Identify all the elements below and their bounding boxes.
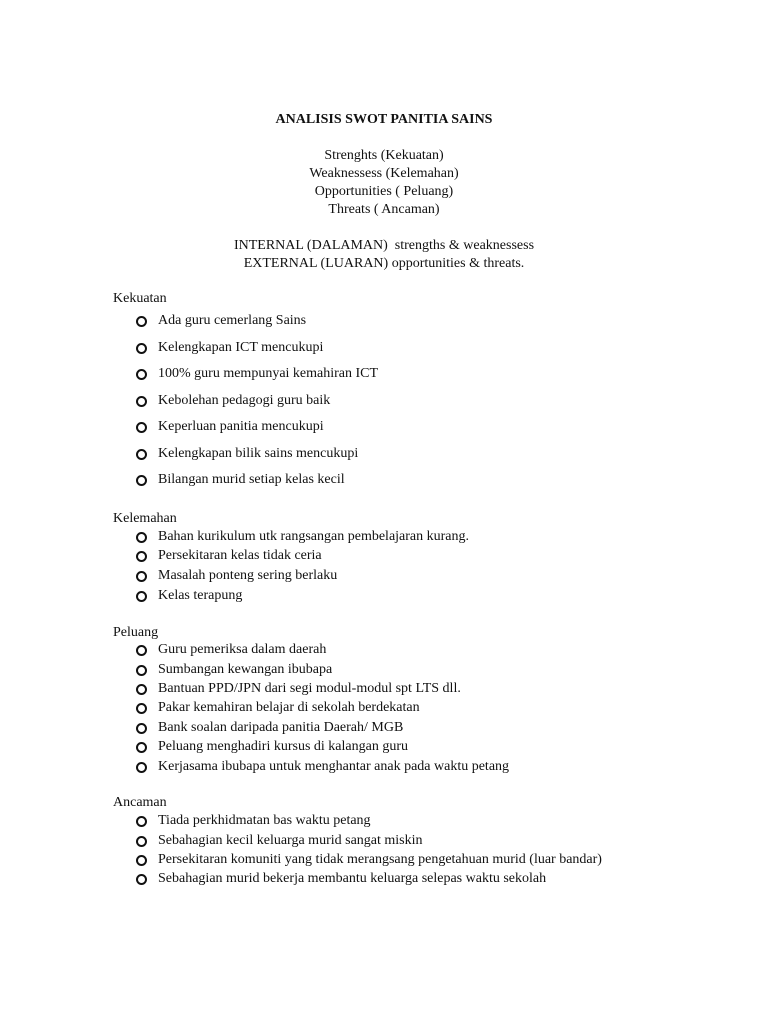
scope-external: EXTERNAL (LUARAN) opportunities & threats.	[243, 256, 525, 271]
bullet-circle-icon	[136, 449, 147, 460]
bullet-circle-icon	[136, 645, 147, 656]
bullet-circle-icon	[136, 369, 147, 380]
bullet-circle-icon	[136, 874, 147, 885]
document-title: ANALISIS SWOT PANITIA SAINS	[275, 112, 493, 127]
list-item-text: Ada guru cemerlang Sains	[158, 313, 307, 328]
list-item-text: Sebahagian kecil keluarga murid sangat miskin	[158, 833, 423, 848]
list-item-text: Kelengkapan bilik sains mencukupi	[158, 446, 359, 461]
list-item-text: Masalah ponteng sering berlaku	[158, 568, 338, 583]
list-item-text: Bilangan murid setiap kelas kecil	[158, 472, 345, 487]
list-item-text: Kelas terapung	[158, 588, 243, 603]
bullet-circle-icon	[136, 316, 147, 327]
bullet-circle-icon	[136, 723, 147, 734]
legend-weaknesses: Weaknessess (Kelemahan)	[309, 166, 459, 181]
legend-strengths: Strenghts (Kekuatan)	[324, 148, 444, 163]
list-item-text: Bank soalan daripada panitia Daerah/ MGB	[158, 720, 404, 735]
bullet-circle-icon	[136, 836, 147, 847]
bullet-circle-icon	[136, 396, 147, 407]
bullet-circle-icon	[136, 665, 147, 676]
list-item-text: Tiada perkhidmatan bas waktu petang	[158, 813, 371, 828]
bullet-circle-icon	[136, 684, 147, 695]
section-heading-kelemahan: Kelemahan	[113, 511, 177, 526]
list-item-text: Bahan kurikulum utk rangsangan pembelajaran kurang.	[158, 529, 470, 544]
bullet-circle-icon	[136, 571, 147, 582]
bullet-circle-icon	[136, 475, 147, 486]
bullet-circle-icon	[136, 762, 147, 773]
bullet-circle-icon	[136, 703, 147, 714]
list-item-text: Kebolehan pedagogi guru baik	[158, 393, 331, 408]
list-item-text: Sumbangan kewangan ibubapa	[158, 662, 333, 677]
bullet-circle-icon	[136, 343, 147, 354]
legend-threats: Threats ( Ancaman)	[328, 202, 440, 217]
bullet-circle-icon	[136, 591, 147, 602]
list-item-text: Kerjasama ibubapa untuk menghantar anak pada waktu petang	[158, 759, 510, 774]
list-item-text: Bantuan PPD/JPN dari segi modul-modul spt LTS dll.	[158, 681, 461, 696]
section-heading-kekuatan: Kekuatan	[113, 291, 167, 306]
section-heading-peluang: Peluang	[113, 625, 159, 640]
list-item-text: Guru pemeriksa dalam daerah	[158, 642, 327, 657]
bullet-circle-icon	[136, 532, 147, 543]
list-item-text: Kelengkapan ICT mencukupi	[158, 340, 324, 355]
bullet-circle-icon	[136, 816, 147, 827]
bullet-circle-icon	[136, 551, 147, 562]
bullet-circle-icon	[136, 855, 147, 866]
list-item-text: Persekitaran komuniti yang tidak merangsang pengetahuan murid (luar bandar)	[158, 852, 602, 867]
bullet-circle-icon	[136, 422, 147, 433]
list-item-text: Pakar kemahiran belajar di sekolah berdekatan	[158, 700, 420, 715]
legend-opportunities: Opportunities ( Peluang)	[314, 184, 454, 199]
list-item-text: 100% guru mempunyai kemahiran ICT	[158, 366, 379, 381]
bullet-circle-icon	[136, 742, 147, 753]
scope-internal: INTERNAL (DALAMAN) strengths & weaknessess	[233, 238, 535, 253]
list-item-text: Keperluan panitia mencukupi	[158, 419, 324, 434]
list-item-text: Peluang menghadiri kursus di kalangan guru	[158, 739, 409, 754]
section-heading-ancaman: Ancaman	[113, 795, 167, 810]
list-item-text: Persekitaran kelas tidak ceria	[158, 548, 322, 563]
list-item-text: Sebahagian murid bekerja membantu keluarga selepas waktu sekolah	[158, 871, 547, 886]
